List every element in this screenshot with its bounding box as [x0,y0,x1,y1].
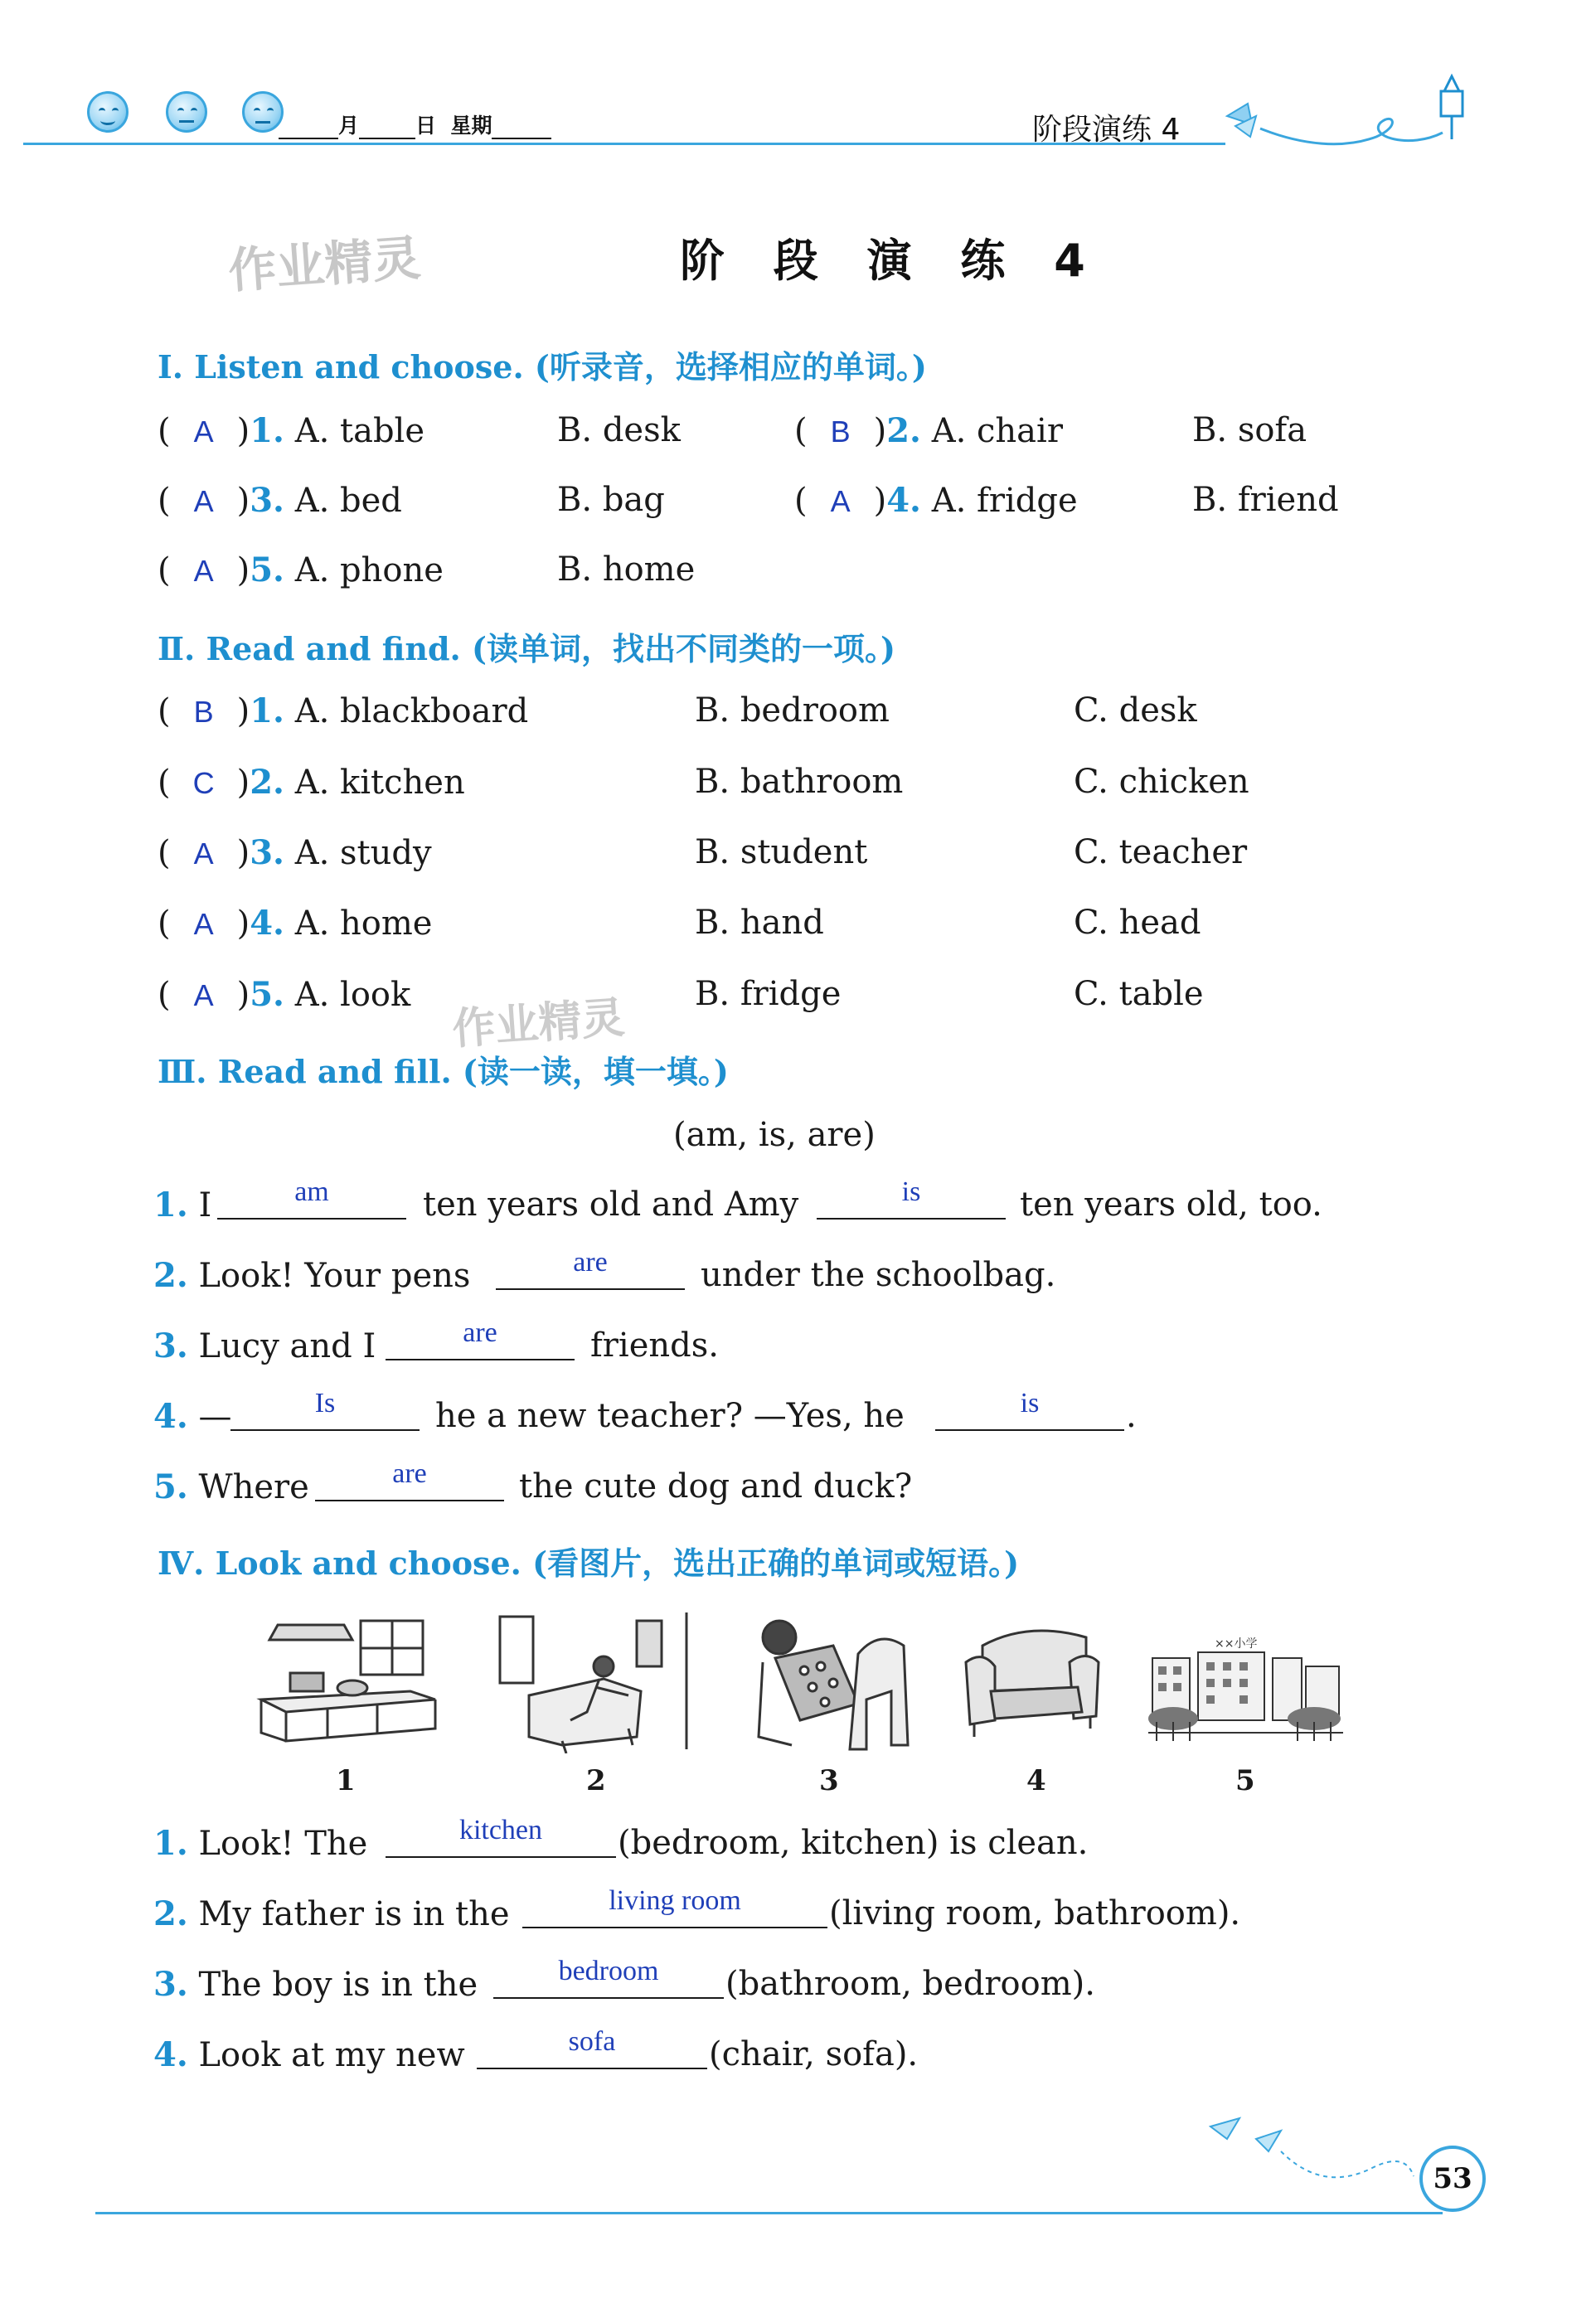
answer: A [193,554,214,588]
option-b: B. sofa [1192,411,1307,449]
option-b: B. desk [557,411,681,449]
question-row: ( A )4. A. fridge [794,481,1078,520]
blank[interactable]: is [817,1181,1006,1220]
question-row: ( A )5. A. look [158,975,411,1014]
blank[interactable]: kitchen [386,1820,616,1858]
section-4-heading: Ⅳ. Look and choose. (看图片，选出正确的单词或短语。) [158,1545,1020,1582]
question-row: ( A )4. A. home [158,904,433,943]
smiley-face-icon [166,91,207,133]
text: (bathroom, bedroom). [725,1965,1095,2003]
text: the cute dog and duck? [519,1467,913,1506]
school-picture-icon [1148,1629,1343,1745]
option-b: B. home [557,550,696,589]
section-1-heading: Ⅰ. Listen and choose. (听录音，选择相应的单词。) [158,348,927,386]
text: . [1126,1397,1137,1435]
blank[interactable]: bedroom [493,1961,724,1999]
option-b: B. friend [1192,481,1339,519]
butterfly-lamp-decoration-icon [1210,66,1484,158]
school-sign: ××小学 [1215,1637,1258,1651]
text: ten years old and Amy [423,1186,799,1224]
fill-q1: 1. I [153,1186,212,1224]
word-bank: (am, is, are) [673,1116,876,1154]
footer-rule [95,2212,1443,2214]
section-3-heading: Ⅲ. Read and fill. (读一读，填一填。) [158,1053,729,1090]
text: (bedroom, kitchen) is clean. [618,1824,1089,1862]
page-title: 阶 段 演 练 4 [680,235,1102,287]
kitchen-picture-icon [245,1608,444,1749]
choose-q2: 2. My father is in the [153,1894,510,1933]
living-room-picture-icon [496,1612,695,1753]
watermark: 作业精灵 [450,992,627,1055]
question-row: ( A )3. A. bed [158,481,402,520]
picture-number: 4 [1026,1764,1046,1797]
fill-q4: 4. — [153,1397,232,1436]
fill-q3: 3. Lucy and I [153,1326,376,1365]
question-row: ( A )3. A. study [158,833,432,872]
picture-number: 1 [336,1764,356,1797]
text: he a new teacher? —Yes, he [435,1397,905,1435]
question-row: ( C )2. A. kitchen [158,763,465,802]
choose-q4: 4. Look at my new [153,2035,465,2074]
sofa-picture-icon [962,1621,1103,1745]
smiley-face-icon [242,91,284,133]
option-c: C. desk [1074,691,1197,730]
picture-number: 5 [1235,1764,1255,1797]
date-line: 月 日 星期 [279,109,551,139]
answer: A [193,484,214,518]
text: ten years old, too. [1020,1186,1322,1224]
question-row: ( B )2. A. chair [794,411,1063,450]
option-b: B. fridge [695,975,842,1013]
text: (living room, bathroom). [829,1894,1241,1932]
answer: A [830,484,851,518]
picture-number: 3 [819,1764,839,1797]
answer: A [193,415,214,449]
paper-plane-decoration-icon [1206,2102,1422,2193]
fill-q5: 5. Where [153,1467,309,1506]
answer: B [830,415,851,449]
page-number: 53 [1419,2146,1486,2212]
picture-number: 2 [586,1764,606,1797]
blank[interactable]: are [315,1463,504,1501]
blank[interactable]: is [935,1393,1124,1431]
option-b: B. bag [557,481,665,519]
question-row: ( B )1. A. blackboard [158,691,529,730]
text: under the schoolbag. [701,1256,1056,1294]
choose-q3: 3. The boy is in the [153,1965,478,2004]
option-c: C. chicken [1074,763,1249,801]
option-b: B. bedroom [695,691,890,730]
bedroom-picture-icon [742,1612,924,1758]
blank[interactable]: sofa [477,2031,707,2069]
section-2-heading: Ⅱ. Read and find. (读单词，找出不同类的一项。) [158,630,895,667]
blank[interactable]: Is [230,1393,420,1431]
unit-label: 阶段演练 4 [1032,113,1181,147]
option-b: B. bathroom [695,763,904,801]
question-row: ( A )5. A. phone [158,550,444,589]
blank[interactable]: are [386,1322,575,1360]
option-b: B. student [695,833,868,871]
option-c: C. table [1074,975,1204,1013]
choose-q1: 1. Look! The [153,1824,368,1863]
blank[interactable]: living room [522,1890,827,1928]
fill-q2: 2. Look! Your pens [153,1256,471,1295]
watermark: 作业精灵 [226,229,423,299]
text: friends. [590,1326,719,1365]
question-row: ( A )1. A. table [158,411,425,450]
blank[interactable]: are [496,1252,685,1290]
option-c: C. teacher [1074,833,1248,871]
option-b: B. hand [695,904,824,942]
option-c: C. head [1074,904,1201,942]
blank[interactable]: am [217,1181,406,1220]
smiley-face-icon [87,91,129,133]
text: (chair, sofa). [709,2035,919,2073]
